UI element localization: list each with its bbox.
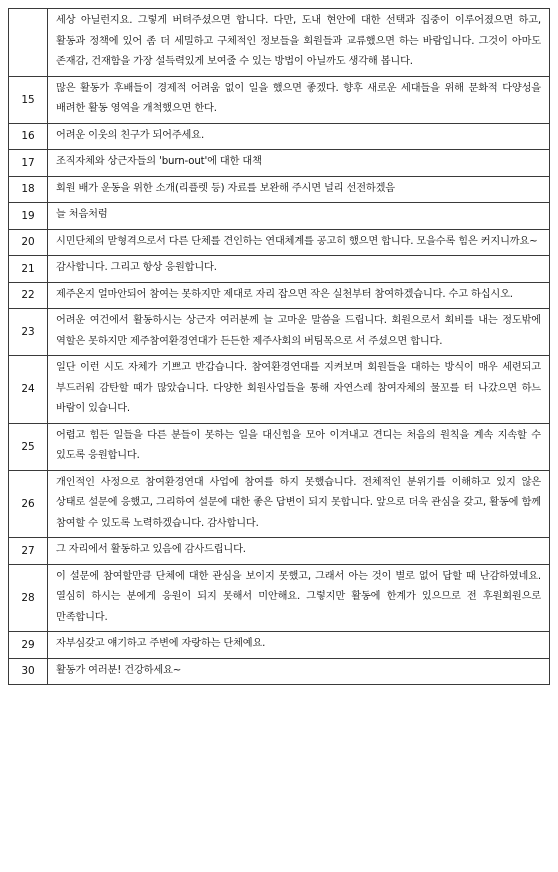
row-number: 17 [9,150,48,177]
row-text: 제주온지 얼마안되어 참여는 못하지만 제대로 자리 잡으면 작은 실천부터 참여하겠습니다. 수고 하십시오. [48,282,550,309]
row-text: 조직자체와 상근자들의 'burn-out'에 대한 대책 [48,150,550,177]
row-number: 30 [9,658,48,685]
table-row [9,632,550,659]
row-text: 많은 활동가 후배들이 경제적 어려움 없이 일을 했으면 좋겠다. 향후 새로운 세대들을 위해 문화적 다양성을 배려한 활동 영역을 개척했으면 한다. [48,76,550,123]
row-number: 23 [9,309,48,356]
table-row [9,203,550,230]
table-row [9,229,550,256]
row-text: 감사합니다. 그리고 항상 응원합니다. [48,256,550,283]
row-text: 어려운 여건에서 활동하시는 상근자 여러분께 늘 고마운 말씀을 드립니다. 회원으로서 회비를 내는 정도밖에 역할은 못하지만 제주참여환경연대가 든든한 제주사회의 버팀목으로 서 주셨으면 합니다. [48,309,550,356]
row-number: 25 [9,423,48,470]
row-number: 27 [9,538,48,565]
table-row [9,76,550,123]
table-row [9,356,550,424]
row-text: 회원 배가 운동을 위한 소개(리플렛 등) 자료를 보완해 주시면 널리 선전하겠음 [48,176,550,203]
row-number: 15 [9,76,48,123]
table-row [9,423,550,470]
table-row [9,123,550,150]
row-text: 시민단체의 맏형격으로서 다른 단체를 견인하는 연대체계를 공고히 했으면 합니다. 모을수록 힘은 커지니까요~ [48,229,550,256]
response-table [8,8,550,685]
row-text: 어렵고 힘든 일들을 다른 분들이 못하는 일을 대신힘을 모아 이겨내고 견디는 처음의 원칙을 계속 지속할 수 있도록 응원합니다. [48,423,550,470]
row-number: 22 [9,282,48,309]
row-text: 개인적인 사정으로 참여환경연대 사업에 참여를 하지 못했습니다. 전체적인 분위기를 이해하고 있지 않은 상태로 설문에 응했고, 그리하여 설문에 대한 좋은 답변이 되지 못합니다. 앞으로 더욱 관심을 갖고, 활동에 함께 참여할 수 있도록 노력하겠습니다. 감사합니다. [48,470,550,538]
row-text: 활동가 여러분! 건강하세요~ [48,658,550,685]
row-text: 늘 처음처럼 [48,203,550,230]
row-number: 19 [9,203,48,230]
table-row [9,150,550,177]
row-number [9,9,48,77]
row-number: 24 [9,356,48,424]
row-number: 18 [9,176,48,203]
row-number: 26 [9,470,48,538]
row-text: 어려운 이웃의 친구가 되어주세요. [48,123,550,150]
table-row [9,658,550,685]
row-number: 21 [9,256,48,283]
table-row [9,564,550,632]
table-row [9,9,550,77]
table-row [9,282,550,309]
row-number: 29 [9,632,48,659]
row-text: 세상 아닐런지요. 그렇게 버텨주셨으면 합니다. 다만, 도내 현안에 대한 선택과 집중이 이루어졌으면 하고, 활동과 정책에 있어 좀 더 세밀하고 구체적인 정보들을 회원들과 교류했으면 하는 바람입니다. 그것이 아마도 존재감, 건재함을 가장 설득력있게 보여줄 수 있는 방법이 아닐까도 생각해 봅니다. [48,9,550,77]
row-text: 이 설문에 참여할만큼 단체에 대한 관심을 보이지 못했고, 그래서 아는 것이 별로 없어 답할 때 난감하였네요. 열심히 하시는 분에게 응원이 되지 못해서 미안해요. 그렇지만 활동에 한계가 있으므로 전 후원회원으로 만족합니다. [48,564,550,632]
table-row [9,176,550,203]
row-text: 그 자리에서 활동하고 있음에 감사드립니다. [48,538,550,565]
response-table-body [9,9,550,685]
row-number: 16 [9,123,48,150]
table-row [9,470,550,538]
row-number: 28 [9,564,48,632]
row-number: 20 [9,229,48,256]
table-row [9,309,550,356]
table-row [9,538,550,565]
table-row [9,256,550,283]
row-text: 자부심갖고 얘기하고 주변에 자랑하는 단체예요. [48,632,550,659]
row-text: 일단 이런 시도 자체가 기쁘고 반갑습니다. 참여환경연대를 지켜보며 회원들을 대하는 방식이 매우 세련되고 부드러워 감탄할 때가 많았습니다. 다양한 회원사업들을 통해 자연스레 참여자체의 물꼬를 터 나갔으면 하느 바람이 있습니다. [48,356,550,424]
